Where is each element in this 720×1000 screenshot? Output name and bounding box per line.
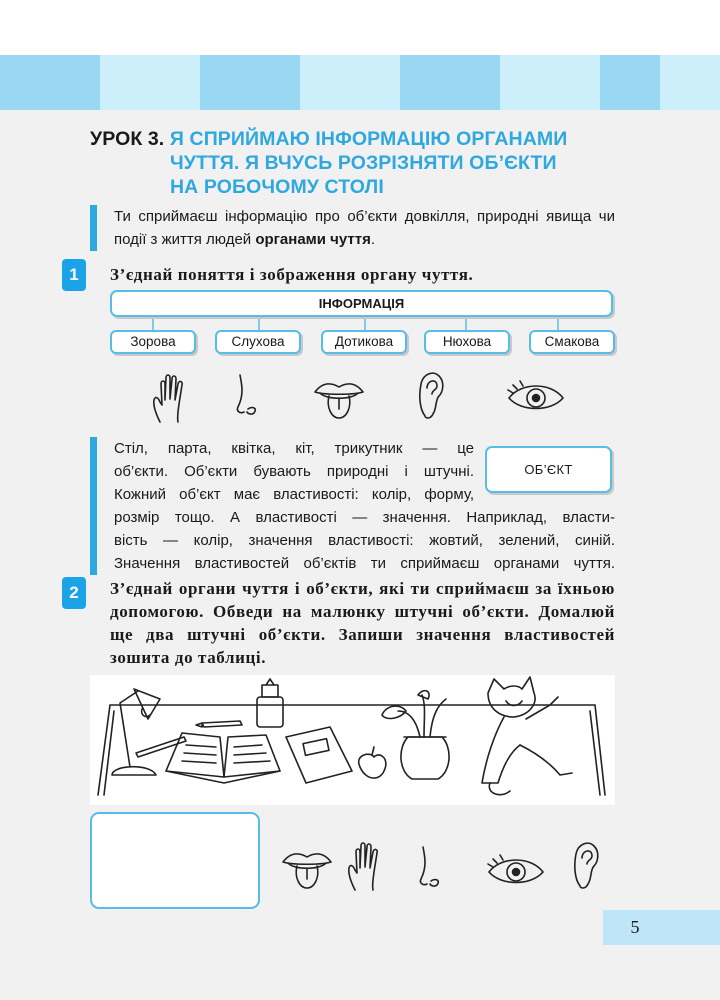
- lesson-number: УРОК 3.: [90, 128, 165, 150]
- intro-bold: органами чуття: [255, 231, 371, 248]
- desk-scene: [90, 675, 615, 805]
- flower-vase: [382, 691, 449, 779]
- task-1-badge: 1: [62, 259, 86, 291]
- task-2-text: З’єднай органи чуття і об’єкти, які ти сприймаєш за їхньою допомогою. Обведи на малюнку штучні об’єкти. Домалюй ще два штучні об’єкти. Запиши значення властивостей зошита до таблиці.: [110, 579, 615, 667]
- info-connector-lines: [0, 0, 720, 340]
- desk-scene-illustration: [90, 675, 615, 805]
- desk-edge: [590, 711, 600, 795]
- object-box: ОБ’ЄКТ: [485, 446, 612, 493]
- nose-icon[interactable]: [232, 373, 268, 419]
- cat: [482, 677, 572, 795]
- pencil: [196, 721, 242, 727]
- hand-icon[interactable]: [150, 370, 194, 426]
- info-type-tactile[interactable]: Дотикова: [321, 330, 407, 354]
- page-number: 5: [630, 917, 640, 937]
- apple: [359, 747, 386, 778]
- info-type-auditory[interactable]: Слухова: [215, 330, 301, 354]
- objects-info-line: Значення властивостей об’єктів ти сприймаєш органами чуття.: [114, 555, 615, 572]
- nose-icon[interactable]: [415, 845, 451, 891]
- intro-text: Ти сприймаєш інформацію про об’єкти довкілля, природні явища чи події з життя людей: [114, 208, 615, 248]
- information-box: ІНФОРМАЦІЯ: [110, 290, 613, 317]
- objects-info-line: розмір тощо. А властивості — значення. Наприклад, власти-: [114, 509, 615, 526]
- mouth-tongue-icon[interactable]: [312, 378, 366, 420]
- task-1-text: З’єднай поняття і зображення органу чуття.: [110, 265, 474, 284]
- objects-info-line: Стіл, парта, квітка, кіт, трикутник — це: [114, 440, 474, 457]
- objects-info-line: об’єкти. Об’єкти бувають природні і штучні.: [114, 463, 474, 480]
- lesson-title-line: Я СПРИЙМАЮ ІНФОРМАЦІЮ ОРГАНАМИ: [169, 128, 568, 150]
- hand-icon[interactable]: [345, 838, 389, 894]
- eye-icon[interactable]: [485, 852, 547, 890]
- answer-box[interactable]: [90, 812, 260, 909]
- lesson-title-line: ЧУТТЯ. Я ВЧУСЬ РОЗРІЗНЯТИ ОБ’ЄКТИ: [170, 152, 557, 174]
- sharpener-jar: [257, 679, 283, 727]
- open-book: [166, 733, 280, 783]
- task-2-badge: 2: [62, 577, 86, 609]
- ear-icon[interactable]: [415, 368, 449, 422]
- desk-edge: [104, 711, 114, 795]
- page-number-box: [603, 910, 720, 945]
- objects-info-line: Кожний об’єкт має властивості: колір, форму,: [114, 486, 474, 503]
- info-type-olfactory[interactable]: Нюхова: [424, 330, 510, 354]
- ear-icon[interactable]: [570, 838, 604, 892]
- mouth-tongue-icon[interactable]: [280, 848, 334, 890]
- lesson-title-line: НА РОБОЧОМУ СТОЛІ: [170, 176, 384, 198]
- eye-icon[interactable]: [505, 378, 567, 416]
- intro-text-end: .: [370, 231, 376, 248]
- info-type-visual[interactable]: Зорова: [110, 330, 196, 354]
- objects-info-line: вість — колір, значення властивості: жовтий, зелений, синій.: [114, 532, 615, 549]
- desk-lamp: [112, 689, 160, 775]
- notebook: [286, 727, 352, 783]
- info-type-gustatory[interactable]: Смакова: [529, 330, 615, 354]
